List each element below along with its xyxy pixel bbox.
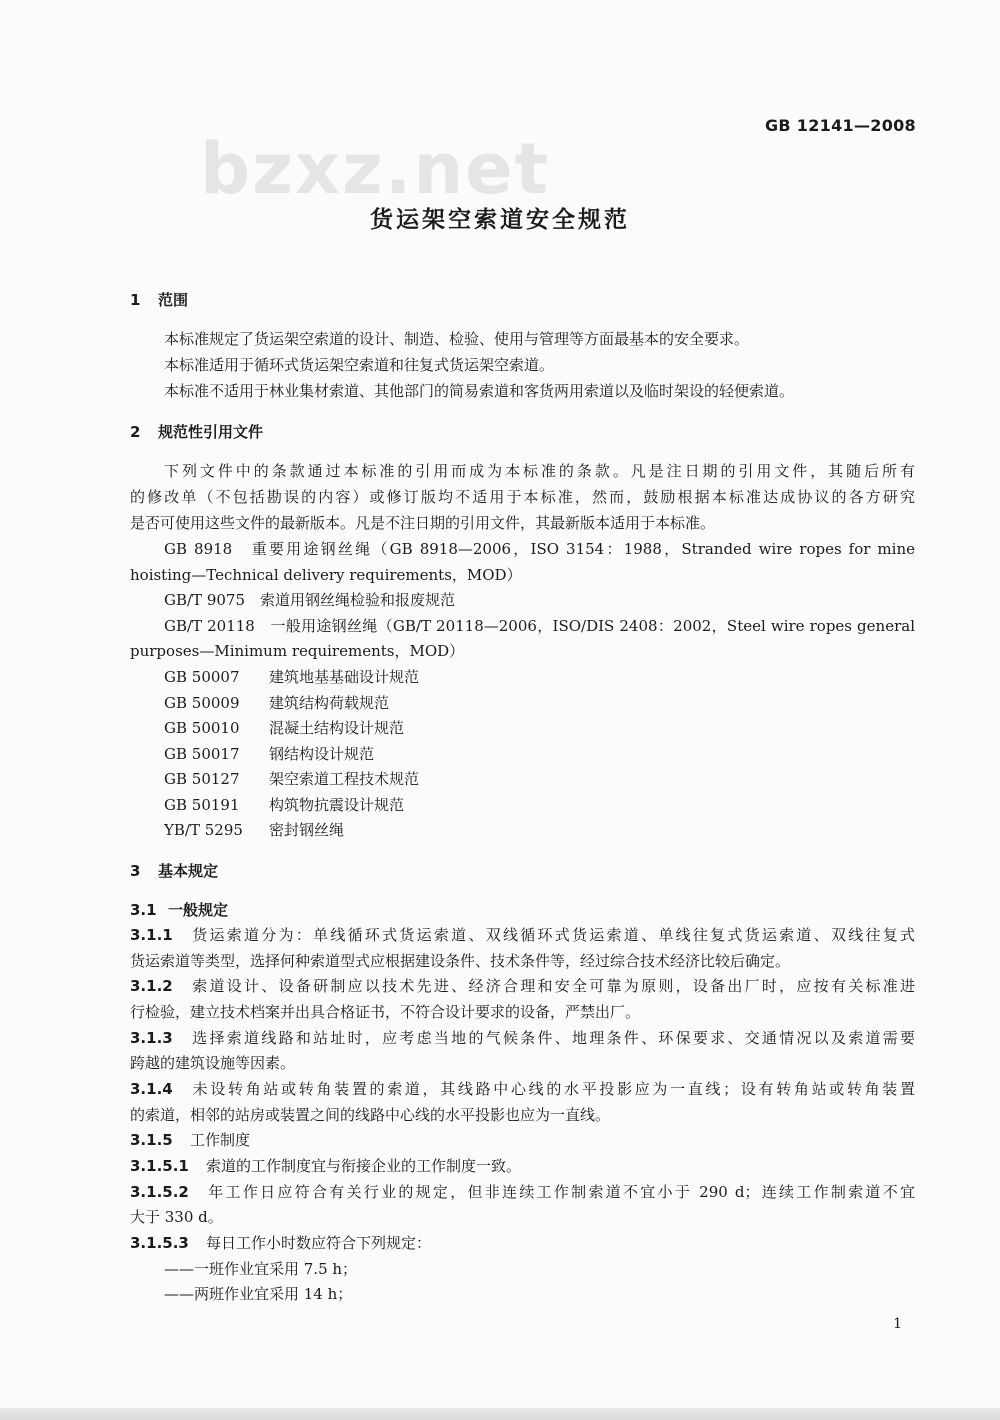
section-2-heading <box>130 421 263 442</box>
clause-text-cont: 货运索道等类型，选择何种索道型式应根据建设条件、技术条件等，经过综合技术经济比较后确定。 <box>130 952 791 970</box>
clause-number: 3.1.1 <box>130 926 173 944</box>
reference-title: 构筑物抗震设计规范 <box>269 796 405 814</box>
section-number: 2 <box>130 423 141 441</box>
clause-3-1-5-2 <box>130 1182 915 1202</box>
reference-title: 架空索道工程技术规范 <box>269 770 420 788</box>
clause-number: 3.1.2 <box>130 977 173 995</box>
section-number: 1 <box>130 291 141 309</box>
paragraph-line: 本标准不适用于林业集材索道、其他部门的简易索道和客货两用索道以及临时架设的轻便索道。 <box>164 382 795 400</box>
reference-code: GB 50127 <box>164 770 240 788</box>
reference-code: GB 50007 <box>164 668 240 686</box>
list-item: ——一班作业宜采用 7.5 h； <box>164 1260 358 1278</box>
reference-code: GB 50191 <box>164 796 240 814</box>
clause-3-1-1 <box>130 925 915 945</box>
page-bottom-edge <box>0 1408 1000 1420</box>
reference-item <box>164 693 389 713</box>
clause-text: 选择索道线路和站址时，应考虑当地的气候条件、地理条件、环保要求、交通情况以及索道需要 <box>190 1029 915 1047</box>
section-number: 3 <box>130 862 141 880</box>
clause-3-1-4 <box>130 1079 915 1099</box>
clause-text: 货运索道分为：单线循环式货运索道、双线循环式货运索道、单线往复式货运索道、双线往复式 <box>190 926 915 944</box>
reference-code: GB 50017 <box>164 745 240 763</box>
paragraph-line: 本标准适用于循环式货运架空索道和往复式货运架空索道。 <box>164 356 555 374</box>
section-title: 规范性引用文件 <box>158 423 264 441</box>
section-title: 范围 <box>158 291 189 309</box>
clause-text: 每日工作小时数应符合下列规定： <box>206 1234 432 1252</box>
reference-code: GB 50009 <box>164 694 240 712</box>
clause-text-cont: 行检验，建立技术档案并出具合格证书，不符合设计要求的设备，严禁出厂。 <box>130 1003 641 1021</box>
section-1-heading <box>130 289 188 310</box>
list-item: ——两班作业宜采用 14 h； <box>164 1285 353 1303</box>
paragraph-line: 下列文件中的条款通过本标准的引用而成为本标准的条款。凡是注日期的引用文件，其随后所有 <box>164 462 915 480</box>
clause-number: 3.1.5.3 <box>130 1234 189 1252</box>
reference-gb8918: GB 8918 重要用途钢丝绳（GB 8918—2006，ISO 3154：1988，Stranded wire ropes for mine <box>164 540 915 558</box>
clause-3-1-2 <box>130 976 915 996</box>
reference-code: YB/T 5295 <box>164 821 243 839</box>
reference-item <box>164 769 419 789</box>
clause-number: 3.1.5 <box>130 1131 173 1149</box>
reference-item <box>164 718 404 738</box>
clause-3-1-3 <box>130 1028 915 1048</box>
reference-title: 混凝土结构设计规范 <box>269 719 405 737</box>
watermark: bzxz.net <box>200 128 551 210</box>
clause-number: 3.1.3 <box>130 1029 173 1047</box>
clause-text: 年工作日应符合有关行业的规定，但非连续工作制索道不宜小于 290 d；连续工作制索道不宜 <box>206 1183 915 1201</box>
clause-text: 索道设计、设备研制应以技术先进、经济合理和安全可靠为原则，设备出厂时，应按有关标准进 <box>190 977 915 995</box>
reference-gbt20118-cont: purposes—Minimum requirements，MOD） <box>130 642 465 660</box>
clause-number: 3.1.4 <box>130 1080 173 1098</box>
reference-item <box>164 744 374 764</box>
clause-number: 3.1.5.2 <box>130 1183 189 1201</box>
reference-title: 建筑地基基础设计规范 <box>269 668 420 686</box>
clause-text-cont: 的索道，相邻的站房或装置之间的线路中心线的水平投影也应为一直线。 <box>130 1106 611 1124</box>
paragraph-line: 是否可使用这些文件的最新版本。凡是不注日期的引用文件，其最新版本适用于本标准。 <box>130 514 716 532</box>
document-title: 货运架空索道安全规范 <box>370 207 630 233</box>
clause-3-1-5-1 <box>130 1156 521 1176</box>
clause-3-1-5 <box>130 1130 250 1150</box>
reference-title: 钢结构设计规范 <box>269 745 375 763</box>
section-3-heading <box>130 860 218 881</box>
clause-text-cont: 大于 330 d。 <box>130 1208 223 1226</box>
subsection-3-1-heading <box>130 899 228 920</box>
clause-number: 3.1.5.1 <box>130 1157 189 1175</box>
reference-code: GB 50010 <box>164 719 240 737</box>
reference-title: 密封钢丝绳 <box>269 821 345 839</box>
page-number: 1 <box>893 1316 902 1332</box>
paragraph-line: 的修改单（不包括勘误的内容）或修订版均不适用于本标准，然而，鼓励根据本标准达成协议的各方研究 <box>130 488 915 506</box>
standard-number: GB 12141—2008 <box>765 116 916 135</box>
reference-gbt20118: GB/T 20118 一般用途钢丝绳（GB/T 20118—2006，ISO/DIS 2408：2002，Steel wire ropes general <box>164 617 915 635</box>
reference-gbt9075: GB/T 9075 索道用钢丝绳检验和报废规范 <box>164 591 456 609</box>
clause-title: 一般规定 <box>168 901 229 919</box>
clause-text-cont: 跨越的建筑设施等因素。 <box>130 1054 296 1072</box>
clause-title: 工作制度 <box>190 1131 251 1149</box>
clause-number: 3.1 <box>130 901 157 919</box>
reference-item <box>164 667 419 687</box>
reference-item <box>164 820 344 840</box>
clause-text: 索道的工作制度宜与衔接企业的工作制度一致。 <box>206 1157 522 1175</box>
paragraph-line: 本标准规定了货运架空索道的设计、制造、检验、使用与管理等方面最基本的安全要求。 <box>164 330 750 348</box>
reference-item <box>164 795 404 815</box>
reference-title: 建筑结构荷载规范 <box>269 694 390 712</box>
section-title: 基本规定 <box>158 862 219 880</box>
reference-gb8918-cont: hoisting—Technical delivery requirements，MOD） <box>130 566 522 584</box>
clause-text: 未设转角站或转角装置的索道，其线路中心线的水平投影应为一直线；设有转角站或转角装置 <box>190 1080 915 1098</box>
clause-3-1-5-3 <box>130 1233 431 1253</box>
